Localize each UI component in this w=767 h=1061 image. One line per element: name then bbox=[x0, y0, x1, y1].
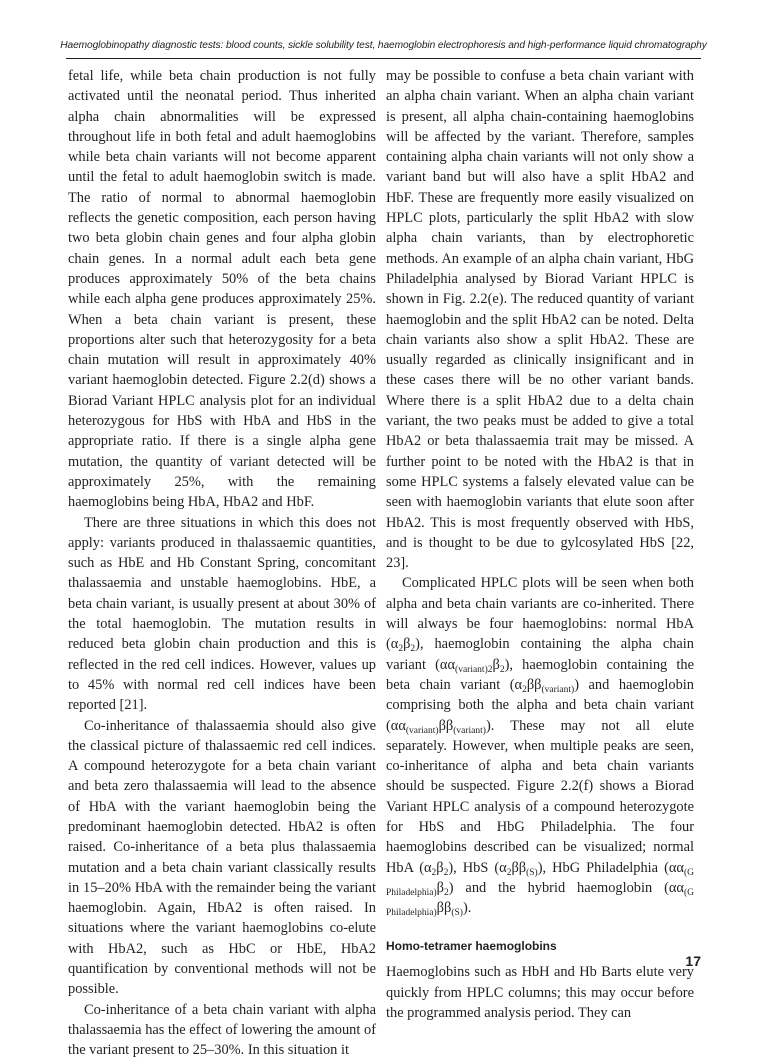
subscript: (G Philadelphia) bbox=[386, 867, 694, 898]
subscript: 2 bbox=[443, 867, 449, 878]
page-number: 17 bbox=[685, 953, 701, 969]
right-column bbox=[386, 66, 694, 1023]
subscript: 2 bbox=[410, 644, 416, 655]
subscript: (variant) bbox=[405, 725, 439, 736]
subscript: 2 bbox=[398, 644, 404, 655]
text-run: β bbox=[492, 656, 500, 673]
subscript: (variant)2 bbox=[455, 664, 493, 675]
text-run: ββ bbox=[526, 676, 542, 693]
text-run: ), haemoglobin containing the beta chain variant (α bbox=[386, 656, 694, 693]
running-header: Haemoglobinopathy diagnostic tests: blood counts, sickle solubility test, haemoglobin electrophoresis and high-performance liquid chromatography bbox=[60, 40, 707, 51]
right-paragraph-3: Haemoglobins such as HbH and Hb Barts elute very quickly from HPLC columns; this may occur before the programmed analysis period. They can bbox=[386, 964, 694, 1022]
text-run: ), HbG Philadelphia (αα bbox=[537, 859, 684, 876]
text-run: ). bbox=[462, 900, 472, 917]
subscript: 2 bbox=[499, 664, 505, 675]
right-paragraph-1: may be possible to confuse a beta chain variant with an alpha chain variant. When an alpha chain variant is present, all alpha chain-containing haemoglobins will be affected by the variant. Therefore, samples containing alpha chain variants will not only show a variant band but will also have a split HbA2 and HbF. These are frequently more easily visualized on HPLC plots, particularly the split HbA2 with slow alpha chain variants, than by electrophoretic methods. An example of an alpha chain variant, HbG Philadelphia analysed by Biorad Variant HPLC is shown in Fig. 2.2(e). The reduced quantity of variant haemoglobin and the split HbA2 can be noted. Delta chain variants also show a split HbA2. These are usually regarded as clinically insignificant and in these cases there will be no other variant bands. Where there is a split HbA2 due to a delta chain variant, the two peaks must be added to give a total HbA2 or beta thalassaemia trait may be missed. A further point to be noted with the HbA2 is that in some HPLC systems a falsely elevated value can be seen with haemoglobin variants that elute soon after HbA2. This is most frequently observed with HbS, and is thought to be due to gylcosylated HbS [22, 23]. bbox=[386, 68, 694, 572]
text-run: Complicated HPLC plots will be seen when both alpha and beta chain variants are co-inherited. There will always be four haemoglobins: normal HbA (α bbox=[386, 575, 694, 653]
subscript: (S) bbox=[526, 867, 538, 878]
text-run: ). These may not all elute separately. However, when multiple peaks are seen, co-inheritance of alpha and beta chain variants should be suspected. Figure 2.2(f) shows a Biorad Variant HPLC analysis of a compound heterozygote for HbS and HbG Philadelphia. The four haemoglobins described can be visualized; normal HbA (α bbox=[386, 717, 694, 876]
left-paragraph-1: fetal life, while beta chain production is not fully activated until the neonatal period. Thus inherited alpha chain abnormalities will be expressed throughout life in both fetal and adult haemoglobins while beta chain variants will not become apparent until the fetal to adult haemoglobin switch is made. The ratio of normal to abnormal haemoglobin reflects the genetic composition, each person having two beta globin chain genes and four alpha globin chain genes. In a normal adult each beta gene produces approximately 50% of the beta chains while each alpha gene produces approximately 25%. When a beta chain variant is present, these proportions alter such that heterozygosity for a beta chain mutation will result in approximately 40% variant haemoglobin detected. Figure 2.2(d) shows a Biorad Variant HPLC analysis plot for an individual heterozygous for HbS with HbA and HbS in the appropriate ratio. If there is a single alpha gene mutation, the quantity of variant detected will be approximately 25%, with the remaining haemoglobins being HbA, HbA2 and HbF. bbox=[68, 68, 376, 511]
left-paragraph-4: Co-inheritance of a beta chain variant with alpha thalassaemia has the effect of lowering the amount of the variant present to 25–30%. In this situation it bbox=[68, 1001, 376, 1059]
text-run: β bbox=[403, 636, 411, 653]
text-run: ββ bbox=[438, 717, 454, 734]
subscript: 2 bbox=[506, 867, 512, 878]
text-run: β bbox=[436, 859, 444, 876]
subscript: 2 bbox=[443, 887, 449, 898]
section-heading: Homo-tetramer haemoglobins bbox=[386, 939, 557, 954]
text-run: ) and the hybrid haemoglobin (αα bbox=[448, 879, 684, 896]
subscript: (variant) bbox=[541, 684, 575, 695]
text-run: ), HbS (α bbox=[448, 859, 507, 876]
text-run: β bbox=[436, 879, 444, 896]
subscript: (variant) bbox=[453, 725, 486, 736]
left-paragraph-2: There are three situations in which this does not apply: variants produced in thalassaemic quantities, such as HbE and Hb Constant Spring, concomitant thalassaemia and unstable haemoglobins. HbE, a beta chain variant, is usually present at about 30% of the total haemoglobin. The mutation results in reduced beta globin chain production and this is reflected in the red cell indices. However, values up to 45% with normal red cell indices have been reported [21]. bbox=[68, 514, 376, 714]
left-paragraph-3: Co-inheritance of thalassaemia should also give the classical picture of thalassaemic red cell indices. A compound heterozygote for a beta chain variant and beta zero thalassaemia will lead to the absence of HbA with the variant haemoglobin being the predominant haemoglobin detected. HbA2 is often raised. Co-inheritance of a beta plus thalassaemia mutation and a beta chain variant classically results in 15–20% HbA with the remainder being the variant haemoglobin. Again, HbA2 is often raised. In situations where the variant haemoglobins co-elute with HbA2, such as HbC or HbE, HbA2 quantification by conventional methods will not be possible. bbox=[68, 717, 376, 998]
text-run: ββ bbox=[436, 900, 452, 917]
subscript: (S) bbox=[451, 908, 463, 919]
right-paragraph-2 bbox=[386, 573, 694, 918]
text-run: ββ bbox=[511, 859, 527, 876]
text-run: ) and haemoglobin comprising both the alpha and beta chain variant (αα bbox=[386, 676, 694, 734]
subscript: 2 bbox=[431, 867, 437, 878]
subscript: (G Philadelphia) bbox=[386, 887, 694, 919]
subscript: 2 bbox=[522, 684, 527, 695]
header-rule bbox=[66, 58, 701, 59]
text-run: ), haemoglobin containing the alpha chain variant (αα bbox=[386, 636, 694, 673]
left-column bbox=[68, 66, 376, 1061]
